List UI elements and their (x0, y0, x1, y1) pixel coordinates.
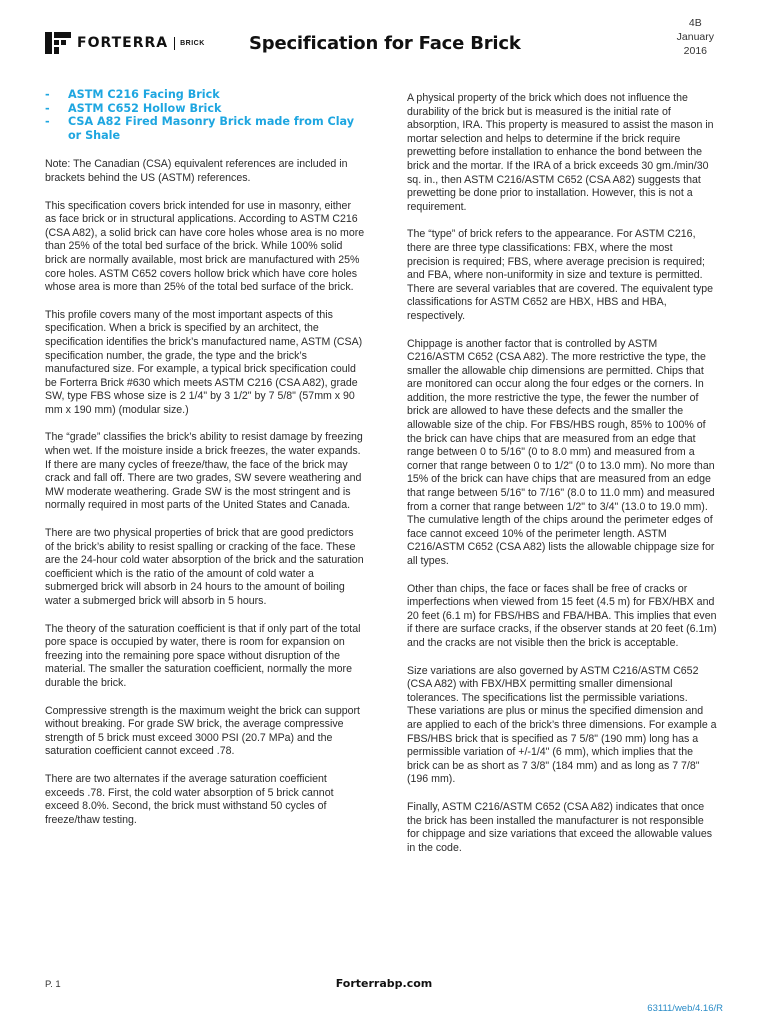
brand-sub: BRICK (180, 39, 205, 47)
brand-divider (174, 37, 175, 50)
reference-label: ASTM C652 Hollow Brick (68, 101, 222, 115)
reference-item: - ASTM C216 Facing Brick (45, 88, 220, 101)
brand-name: FORTERRA (77, 35, 169, 51)
paragraph-note: Note: The Canadian (CSA) equivalent references are included in brackets behind the US (ASTM) references. (45, 158, 348, 184)
reference-list (45, 88, 365, 142)
paragraph-ira: A physical property of the brick which does not influence the durability of the brick but is measured is the initial rate of absorption, IRA. This property is measured to assist the mason in mortar selection and helps to determine if the brick require prewetting before installation to enhance the bond between the brick and the mortar. If the IRA of a brick exceeds 30 gm./min/30 sq. in., then ASTM C216/ASTM C652 (CSA A82) suggests that prewetting be done prior to installation. However, this is not a requirement. (407, 92, 714, 213)
paragraph-type: The “type” of brick refers to the appearance. For ASTM C216, there are three type classifications: FBX, where the most precision is required; FBS, where average precision is required; and FBA, where non-uniformity in size and texture is permitted. There are several variables that are covered. The equivalent type classifications for ASTM C652 are HBX, HBS and HBA, respectively. (407, 228, 714, 322)
paragraph-scope: This specification covers brick intended for use in masonry, either as face brick or in structural applications. According to ASTM C216 (CSA A82), a solid brick can have core holes whose area is no more than 25% of the total bed surface of the brick. While 100% solid brick are normally available, most brick are manufactured with 25% core holes. ASTM C652 covers hollow brick which have core holes whose area is more than 25% of the total bed surface of the brick. (45, 199, 365, 294)
forterra-logo[interactable] (45, 32, 205, 54)
page-title: Specification for Face Brick (249, 33, 521, 54)
reference-item: - CSA A82 Fired Masonry Brick made from Clay or Shale (45, 115, 355, 142)
paragraph-grade: The “grade” classifies the brick’s ability to resist damage by freezing when wet. If the moisture inside a brick freezes, the water expands. If there are many cycles of freeze/thaw, the face of the brick may crack and fall off. There are two grades, SW severe weathering and MW moderate weathering. Grade SW is the most stringent and is normally required in most parts of the United States and Canada. (45, 431, 363, 512)
paragraph-saturation-theory: The theory of the saturation coefficient is that if only part of the total pore space is occupied by water, there is room for expansion on freezing into the remaining pore space without disruption of the material. The smaller the saturation coefficient, normally the more durable the brick. (45, 622, 361, 689)
reference-item: - ASTM C652 Hollow Brick (45, 101, 222, 115)
doc-month: January (676, 31, 714, 43)
paragraph-profile: This profile covers many of the most important aspects of this specification. When a brick is specified by an architect, the specification identifies the brick’s manufactured name, ASTM (CSA) specification number, the grade, the type and the brick’s manufactured size. For example, a typical brick specification could be Forterra Brick #630 which meets ASTM C216 (CSA A82), grade SW, type FBS whose size is 2 1/4" by 3 1/2" by 7 5/8" (57mm x 90 mm x 190 mm) (modular size.) (45, 308, 363, 416)
paragraph-physical-properties: There are two physical properties of brick that are good predictors of the brick’s ability to resist spalling or cracking of the face. These are the 24-hour cold water absorption of the brick and the saturation coefficient which is the ratio of the amount of cold water a submerged brick will absorb in 24 hours to the amount of boiling water a submerged brick will absorb in 5 hours. (45, 527, 364, 607)
reference-label: ASTM C216 Facing Brick (68, 88, 220, 101)
document-info (677, 16, 714, 58)
paragraph-chippage: Chippage is another factor that is controlled by ASTM C216/ASTM C652 (CSA A82). The more restrictive the type, the smaller the allowable chip dimensions are permitted. Chips that are monitored can occur along the four edges or the corners. In addition, the more restrictive the type, the fewer the number of brick are allowed to have these defects and the smaller the allowable size of the chip. For FBS/HBS rough, 85% to 100% of the brick can have chips that are measured from an edge that range between 0 to 5/16" (0 to 8.0 mm) and measured from a corner that range between 0 to 1/2" (0 to 13.0 mm). No more than 15% of the brick can have chips that are measured from an edge that range between 5/16" to 7/16" (8.0 to 11.0 mm) and measured from a corner that range between 1/2" to 3/4" (13.0 to 19.0 mm). The cumulative length of the chips around the perimeter edges of face cannot exceed 10% of the perimeter length. ASTM C216/ASTM C652 (CSA A82) lists the allowable chippage size for all types. (407, 337, 715, 567)
paragraph-compressive-strength: Compressive strength is the maximum weight the brick can support without breaking. For grade SW brick, the average compressive strength of 5 brick must exceed 3000 PSI (20.7 MPa) and the saturation coefficient cannot exceed .78. (45, 704, 360, 758)
doc-number: 4B (688, 17, 702, 29)
reference-label: CSA A82 Fired Masonry Brick made from Clay or Shale (68, 115, 355, 142)
left-column (45, 88, 365, 841)
paragraph-alternates: There are two alternates if the average saturation coefficient exceeds .78. First, the cold water absorption of 5 brick cannot exceed 8.0%. Second, the brick must withstand 50 cycles of freeze/thaw testing. (45, 772, 334, 826)
paragraph-cracks: Other than chips, the face or faces shall be free of cracks or imperfections when viewed from 15 feet (4.5 m) for FBX/HBX and 20 feet (6.1 m) for FBS/HBS and FBA/HBA. This implies that even if there are surface cracks, if the observer stands at 20 feet (6.1m) and the cracks are not visible then the brick is acceptable. (407, 582, 717, 649)
logo-mark-icon (45, 32, 71, 54)
document-code: 63111/web/4.16/R (647, 1003, 723, 1014)
paragraph-finally: Finally, ASTM C216/ASTM C652 (CSA A82) indicates that once the brick has been installed the manufacturer is not responsible for chippage and size variations that exceed the allowable values in the code. (407, 800, 713, 854)
doc-year: 2016 (683, 45, 707, 57)
paragraph-size-variations: Size variations are also governed by ASTM C216/ASTM C652 (CSA A82) with FBX/HBX permitting smaller dimensional tolerances. The specifications list the permissible variations. These variations are plus or minus the specified dimension and are applied to each of the brick’s three dimensions. For example a FBS/HBS brick that is specified as 7 5/8" (190 mm) long has a permissible variation of +/-1/4" (6 mm), which implies that the brick can be as short as 7 3/8" (184 mm) and as long as 7 7/8" (196 mm). (407, 664, 717, 786)
website-link[interactable]: Forterrabp.com (335, 977, 433, 990)
right-column (407, 92, 717, 869)
page-number: P. 1 (45, 979, 61, 990)
